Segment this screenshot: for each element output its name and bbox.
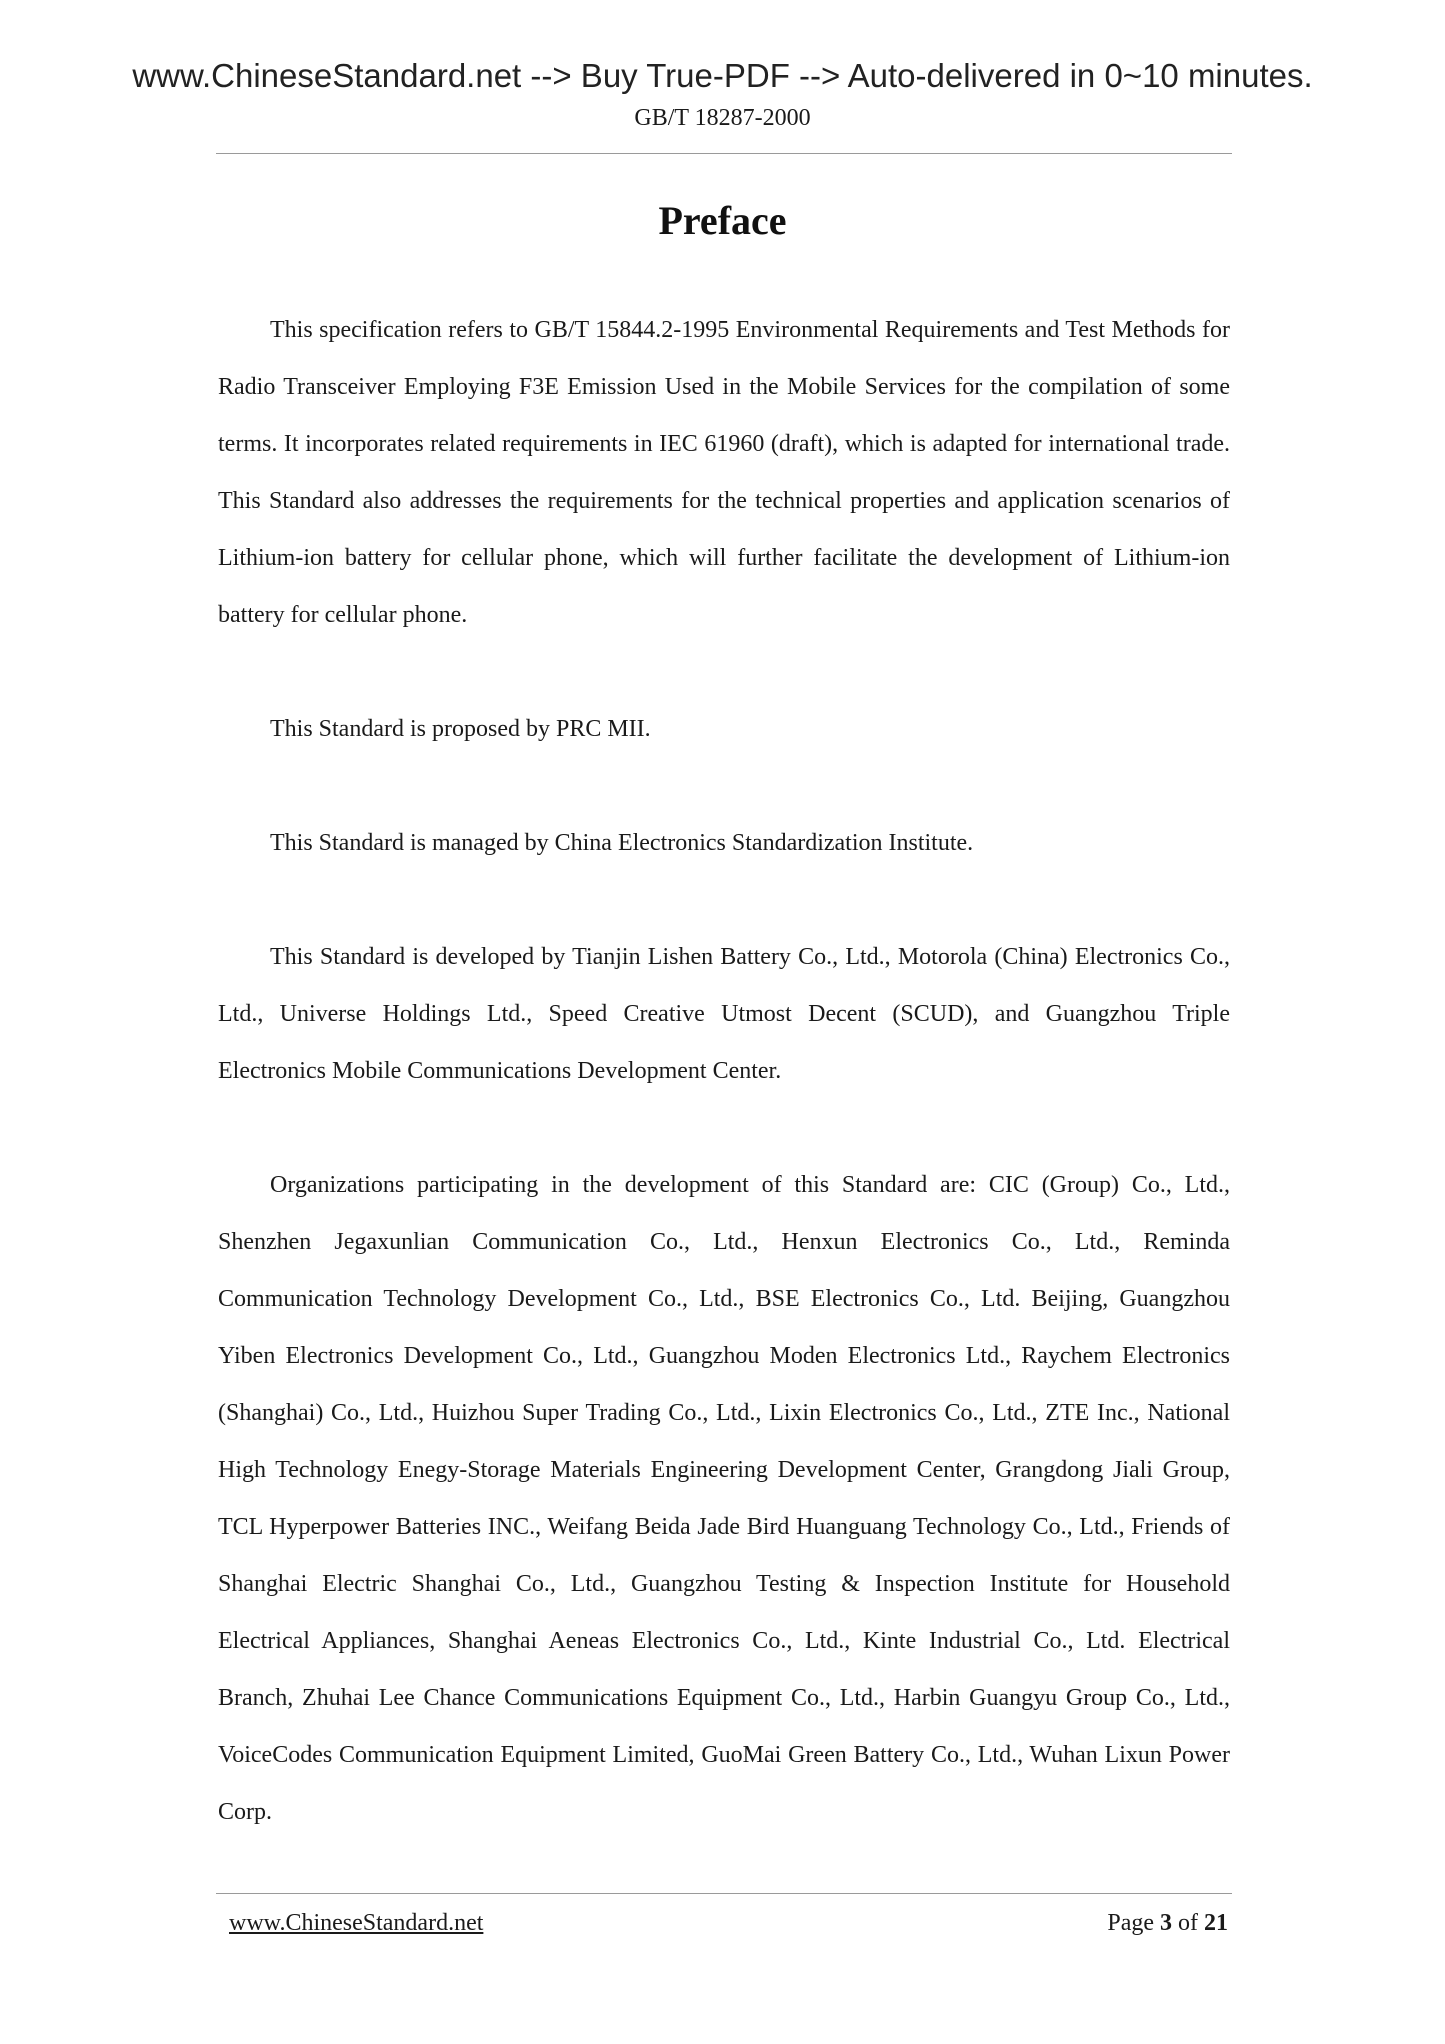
paragraph-managed-by: This Standard is managed by China Electronics Standardization Institute.: [270, 830, 974, 856]
page-current: 3: [1160, 1910, 1172, 1936]
header-banner: www.ChineseStandard.net --> Buy True-PDF --> Auto-delivered in 0~10 minutes.: [132, 57, 1313, 94]
paragraph-scope: This specification refers to GB/T 15844.2-1995 Environmental Requirements and Test Methods for Radio Transceiver Employing F3E Emission Used in the Mobile Services for the compilation of some terms. It incorporates related requirements in IEC 61960 (draft), which is adapted for international trade. This Standard also addresses the requirements for the technical properties and application scenarios of Lithium-ion battery for cellular phone, which will further facilitate the development of Lithium-ion battery for cellular phone.: [218, 317, 1230, 628]
footer-divider: [216, 1893, 1232, 1894]
page-label: Page: [1107, 1910, 1154, 1936]
page-number: [1107, 1910, 1228, 1937]
page-of-label: of: [1178, 1910, 1198, 1936]
paragraph-developed-by: This Standard is developed by Tianjin Lishen Battery Co., Ltd., Motorola (China) Electronics Co., Ltd., Universe Holdings Ltd., Speed Creative Utmost Decent (SCUD), and Guangzhou Triple Electronics Mobile Communications Development Center.: [218, 944, 1230, 1084]
page-title: Preface: [658, 198, 787, 243]
document-code: GB/T 18287-2000: [634, 105, 811, 131]
document-body: [218, 302, 1230, 1841]
paragraph-proposed-by: This Standard is proposed by PRC MII.: [270, 716, 651, 742]
page-total: 21: [1204, 1910, 1228, 1936]
header-divider: [216, 153, 1232, 154]
paragraph-participants: Organizations participating in the development of this Standard are: CIC (Group) Co., Ltd., Shenzhen Jegaxunlian Communication Co., Ltd., Henxun Electronics Co., Ltd., Reminda Communication Technology Development Co., Ltd., BSE Electronics Co., Ltd. Beijing, Guangzhou Yiben Electronics Development Co., Ltd., Guangzhou Moden Electronics Ltd., Raychem Electronics (Shanghai) Co., Ltd., Huizhou Super Trading Co., Ltd., Lixin Electronics Co., Ltd., ZTE Inc., National High Technology Enegy-Storage Materials Engineering Development Center, Grangdong Jiali Group, TCL Hyperpower Batteries INC., Weifang Beida Jade Bird Huanguang Technology Co., Ltd., Friends of Shanghai Electric Shanghai Co., Ltd., Guangzhou Testing & Inspection Institute for Household Electrical Appliances, Shanghai Aeneas Electronics Co., Ltd., Kinte Industrial Co., Ltd. Electrical Branch, Zhuhai Lee Chance Communications Equipment Co., Ltd., Harbin Guangyu Group Co., Ltd., VoiceCodes Communication Equipment Limited, GuoMai Green Battery Co., Ltd., Wuhan Lixun Power Corp.: [218, 1172, 1230, 1825]
footer-website-link[interactable]: www.ChineseStandard.net: [229, 1910, 484, 1936]
